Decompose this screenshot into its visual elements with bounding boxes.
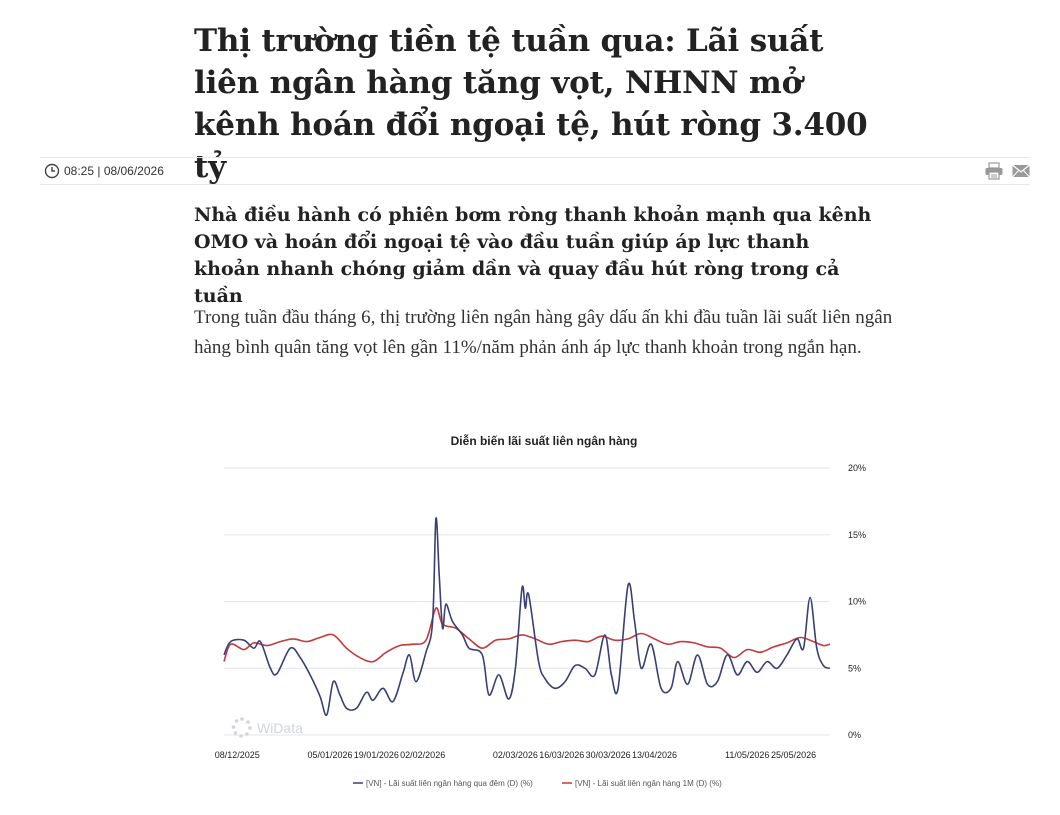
y-axis-ticks xyxy=(848,463,866,740)
article-sapo: Nhà điều hành có phiên bơm ròng thanh khoản mạnh qua kênh OMO và hoán đổi ngoại tệ vào đầu tuần giúp áp lực thanh khoản nhanh chóng giảm dần và quay đầu hút ròng trong cả tuần xyxy=(194,204,872,307)
y-tick-label: 15% xyxy=(848,529,867,540)
watermark-text: WiData xyxy=(257,720,303,736)
chart-legend xyxy=(353,779,722,788)
series-line xyxy=(224,518,830,715)
article-headline: Thị trường tiền tệ tuần qua: Lãi suất liên ngân hàng tăng vọt, NHNN mở kênh hoán đổi ngoại tệ, hút ròng 3.400 tỷ xyxy=(194,23,868,185)
clock-icon xyxy=(44,163,60,179)
y-tick-label: 0% xyxy=(848,730,862,740)
x-tick-label: 16/03/2026 xyxy=(539,750,585,760)
x-axis-ticks xyxy=(215,750,816,760)
article-meta-bar xyxy=(40,157,1030,185)
x-tick-label: 30/03/2026 xyxy=(585,750,631,760)
x-tick-label: 05/01/2026 xyxy=(307,750,353,760)
y-tick-label: 5% xyxy=(848,663,862,674)
print-icon[interactable] xyxy=(984,162,1004,180)
chart-title: Diễn biến lãi suất liên ngân hàng xyxy=(450,434,638,448)
x-tick-label: 08/12/2025 xyxy=(214,750,260,760)
y-tick-label: 10% xyxy=(848,596,867,607)
mail-icon[interactable] xyxy=(1012,164,1030,178)
x-tick-label: 02/03/2026 xyxy=(492,750,538,760)
x-tick-label: 11/05/2026 xyxy=(725,750,770,760)
publish-info xyxy=(40,163,164,179)
legend-label: [VN] - Lãi suất liên ngân hàng qua đêm (D) (%) xyxy=(366,779,533,788)
publish-datetime: 08:25 | 08/06/2026 xyxy=(64,164,164,178)
series-line xyxy=(224,608,830,662)
x-tick-label: 02/02/2026 xyxy=(400,750,446,760)
interbank-rate-chart xyxy=(210,425,890,805)
x-tick-label: 13/04/2026 xyxy=(631,750,678,760)
x-tick-label: 19/01/2026 xyxy=(353,750,399,760)
y-tick-label: 20% xyxy=(848,463,867,473)
chart-svg xyxy=(210,425,890,805)
legend-label: [VN] - Lãi suất liên ngân hàng 1M (D) (%) xyxy=(575,779,722,788)
chart-series xyxy=(224,518,830,715)
article-tools xyxy=(984,162,1030,180)
x-tick-label: 25/05/2026 xyxy=(771,750,817,760)
article-paragraph: Trong tuần đầu tháng 6, thị trường liên ngân hàng gây dấu ấn khi đầu tuần lãi suất liên ngân hàng bình quân tăng vọt lên gần 11%/năm phản ánh áp lực thanh khoản trong ngắn hạn. xyxy=(194,307,893,358)
